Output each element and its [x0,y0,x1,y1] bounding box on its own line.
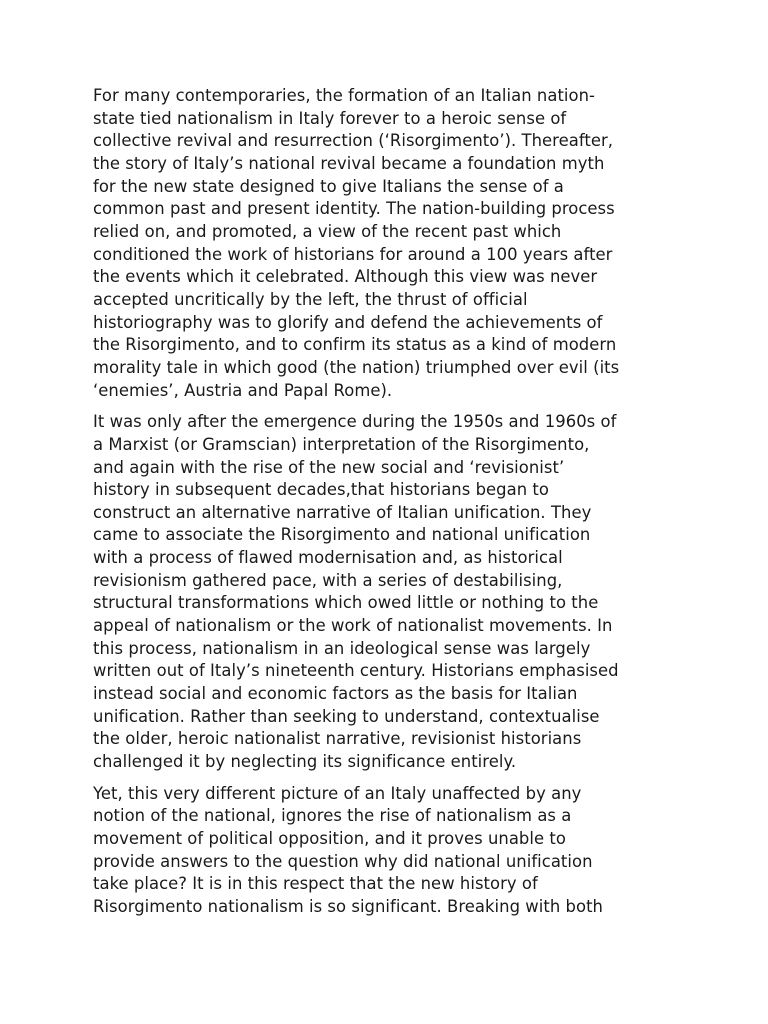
paragraph-3: Yet, this very different picture of an Italy unaffected by any notion of the national, ignores the rise of nationalism as a movement of political opposition, and it proves unable to provide answers to the question why did national unification take place? It is in this respect that the new history of Risorgimento nationalism is so significant. Breaking with both [93,783,603,916]
paragraph-1: For many contemporaries, the formation of an Italian nation- state tied nationalism in Italy forever to a heroic sense of collective revival and resurrection (‘Risorgimento’). Thereafter, the story of Italy’s national revival became a foundation myth for the new state designed to give Italians the sense of a common past and present identity. The nation-building process relied on, and promoted, a view of the recent past which conditioned the work of historians for around a 100 years after the events which it celebrated. Although this view was never accepted uncritically by the left, the thrust of official historiography was to glorify and defend the achievements of the Risorgimento, and to confirm its status as a kind of modern morality tale in which good (the nation) triumphed over evil (its ‘enemies’, Austria and Papal Rome). [93,86,620,400]
document-body [93,85,683,919]
paragraph-2: It was only after the emergence during the 1950s and 1960s of a Marxist (or Gramscian) interpretation of the Risorgimento, and again with the rise of the new social and ‘revisionist’ history in subsequent decades,that historians began to construct an alternative narrative of Italian unification. They came to associate the Risorgimento and national unification with a process of flawed modernisation and, as historical revisionism gathered pace, with a series of destabilising, structural transformations which owed little or nothing to the appeal of nationalism or the work of nationalist movements. In this process, nationalism in an ideological sense was largely written out of Italy’s nineteenth century. Historians emphasised instead social and economic factors as the basis for Italian unification. Rather than seeking to understand, contextualise the older, heroic nationalist narrative, revisionist historians challenged it by neglecting its significance entirely. [93,412,619,772]
